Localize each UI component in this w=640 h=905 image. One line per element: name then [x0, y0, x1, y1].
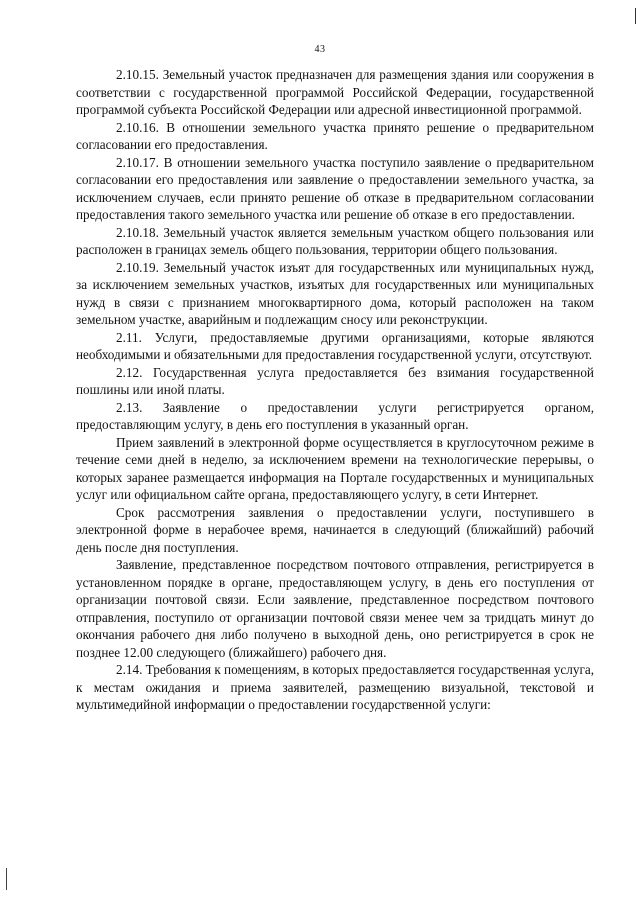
- paragraph-2-10-18: 2.10.18. Земельный участок является земельным участком общего пользования или расположен в границах земель общего пользования, территории общего пользования.: [76, 224, 594, 257]
- paragraph-2-10-19: 2.10.19. Земельный участок изъят для государственных или муниципальных нужд, за исключением земельных участков, изъятых для государственных или муниципальных нужд в связи с признанием многоквартирного дома, который расположен на таком земельном участке, аварийным и подлежащим сносу или реконструкции.: [76, 259, 594, 327]
- paragraph-2-12: 2.12. Государственная услуга предоставляется без взимания государственной пошлины или иной платы.: [76, 364, 594, 397]
- document-body: [76, 66, 594, 714]
- paragraph-2-11: 2.11. Услуги, предоставляемые другими организациями, которые являются необходимыми и обязательными для предоставления государственной услуги, отсутствуют.: [76, 329, 594, 362]
- paragraph-2-10-16: 2.10.16. В отношении земельного участка принято решение о предварительном согласовании его предоставления.: [76, 119, 594, 152]
- paragraph-2-10-15: 2.10.15. Земельный участок предназначен для размещения здания или сооружения в соответствии с государственной программой Российской Федерации, государственной программой субъекта Российской Федерации или адресной инвестиционной программой.: [76, 67, 594, 117]
- paragraph-electronic-reception: Прием заявлений в электронной форме осуществляется в круглосуточном режиме в течение семи дней в неделю, за исключением времени на технологические перерывы, о которых заранее размещается информация на Портале государственных и муниципальных услуг или официальном сайте органа, предоставляющего услугу, в сети Интернет.: [76, 434, 594, 502]
- page-number: 43: [314, 44, 326, 55]
- paragraph-2-10-17: 2.10.17. В отношении земельного участка поступило заявление о предварительном согласовании его предоставления или заявление о предоставлении земельного участка, за исключением случаев, если принято решение об отказе в предварительном согласовании предоставления такого земельного участка или решение об отказе в его предоставлении.: [76, 154, 594, 222]
- scan-edge-mark: [6, 868, 7, 890]
- paragraph-postal-registration: Заявление, представленное посредством почтового отправления, регистрируется в установленном порядке в органе, предоставляющем услугу, в день его поступления от организации почтовой связи. Если заявление, представленное посредством почтового отправления, поступило от организации почтовой связи менее чем за тридцать минут до окончания рабочего дня либо получено в выходной день, оно регистрируется в срок не позднее 12.00 следующего (ближайшего) рабочего дня.: [76, 557, 594, 660]
- scan-edge-mark: [635, 8, 636, 24]
- paragraph-2-13: 2.13. Заявление о предоставлении услуги регистрируется органом, предоставляющим услугу, в день его поступления в указанный орган.: [76, 399, 594, 432]
- paragraph-2-14: 2.14. Требования к помещениям, в которых предоставляется государственная услуга, к местам ожидания и приема заявителей, размещению визуальной, текстовой и мультимедийной информации о предоставлении государственной услуги:: [76, 662, 595, 712]
- paragraph-review-period: Срок рассмотрения заявления о предоставлении услуги, поступившего в электронной форме в нерабочее время, начинается в следующий (ближайший) рабочий день после дня поступления.: [76, 504, 594, 555]
